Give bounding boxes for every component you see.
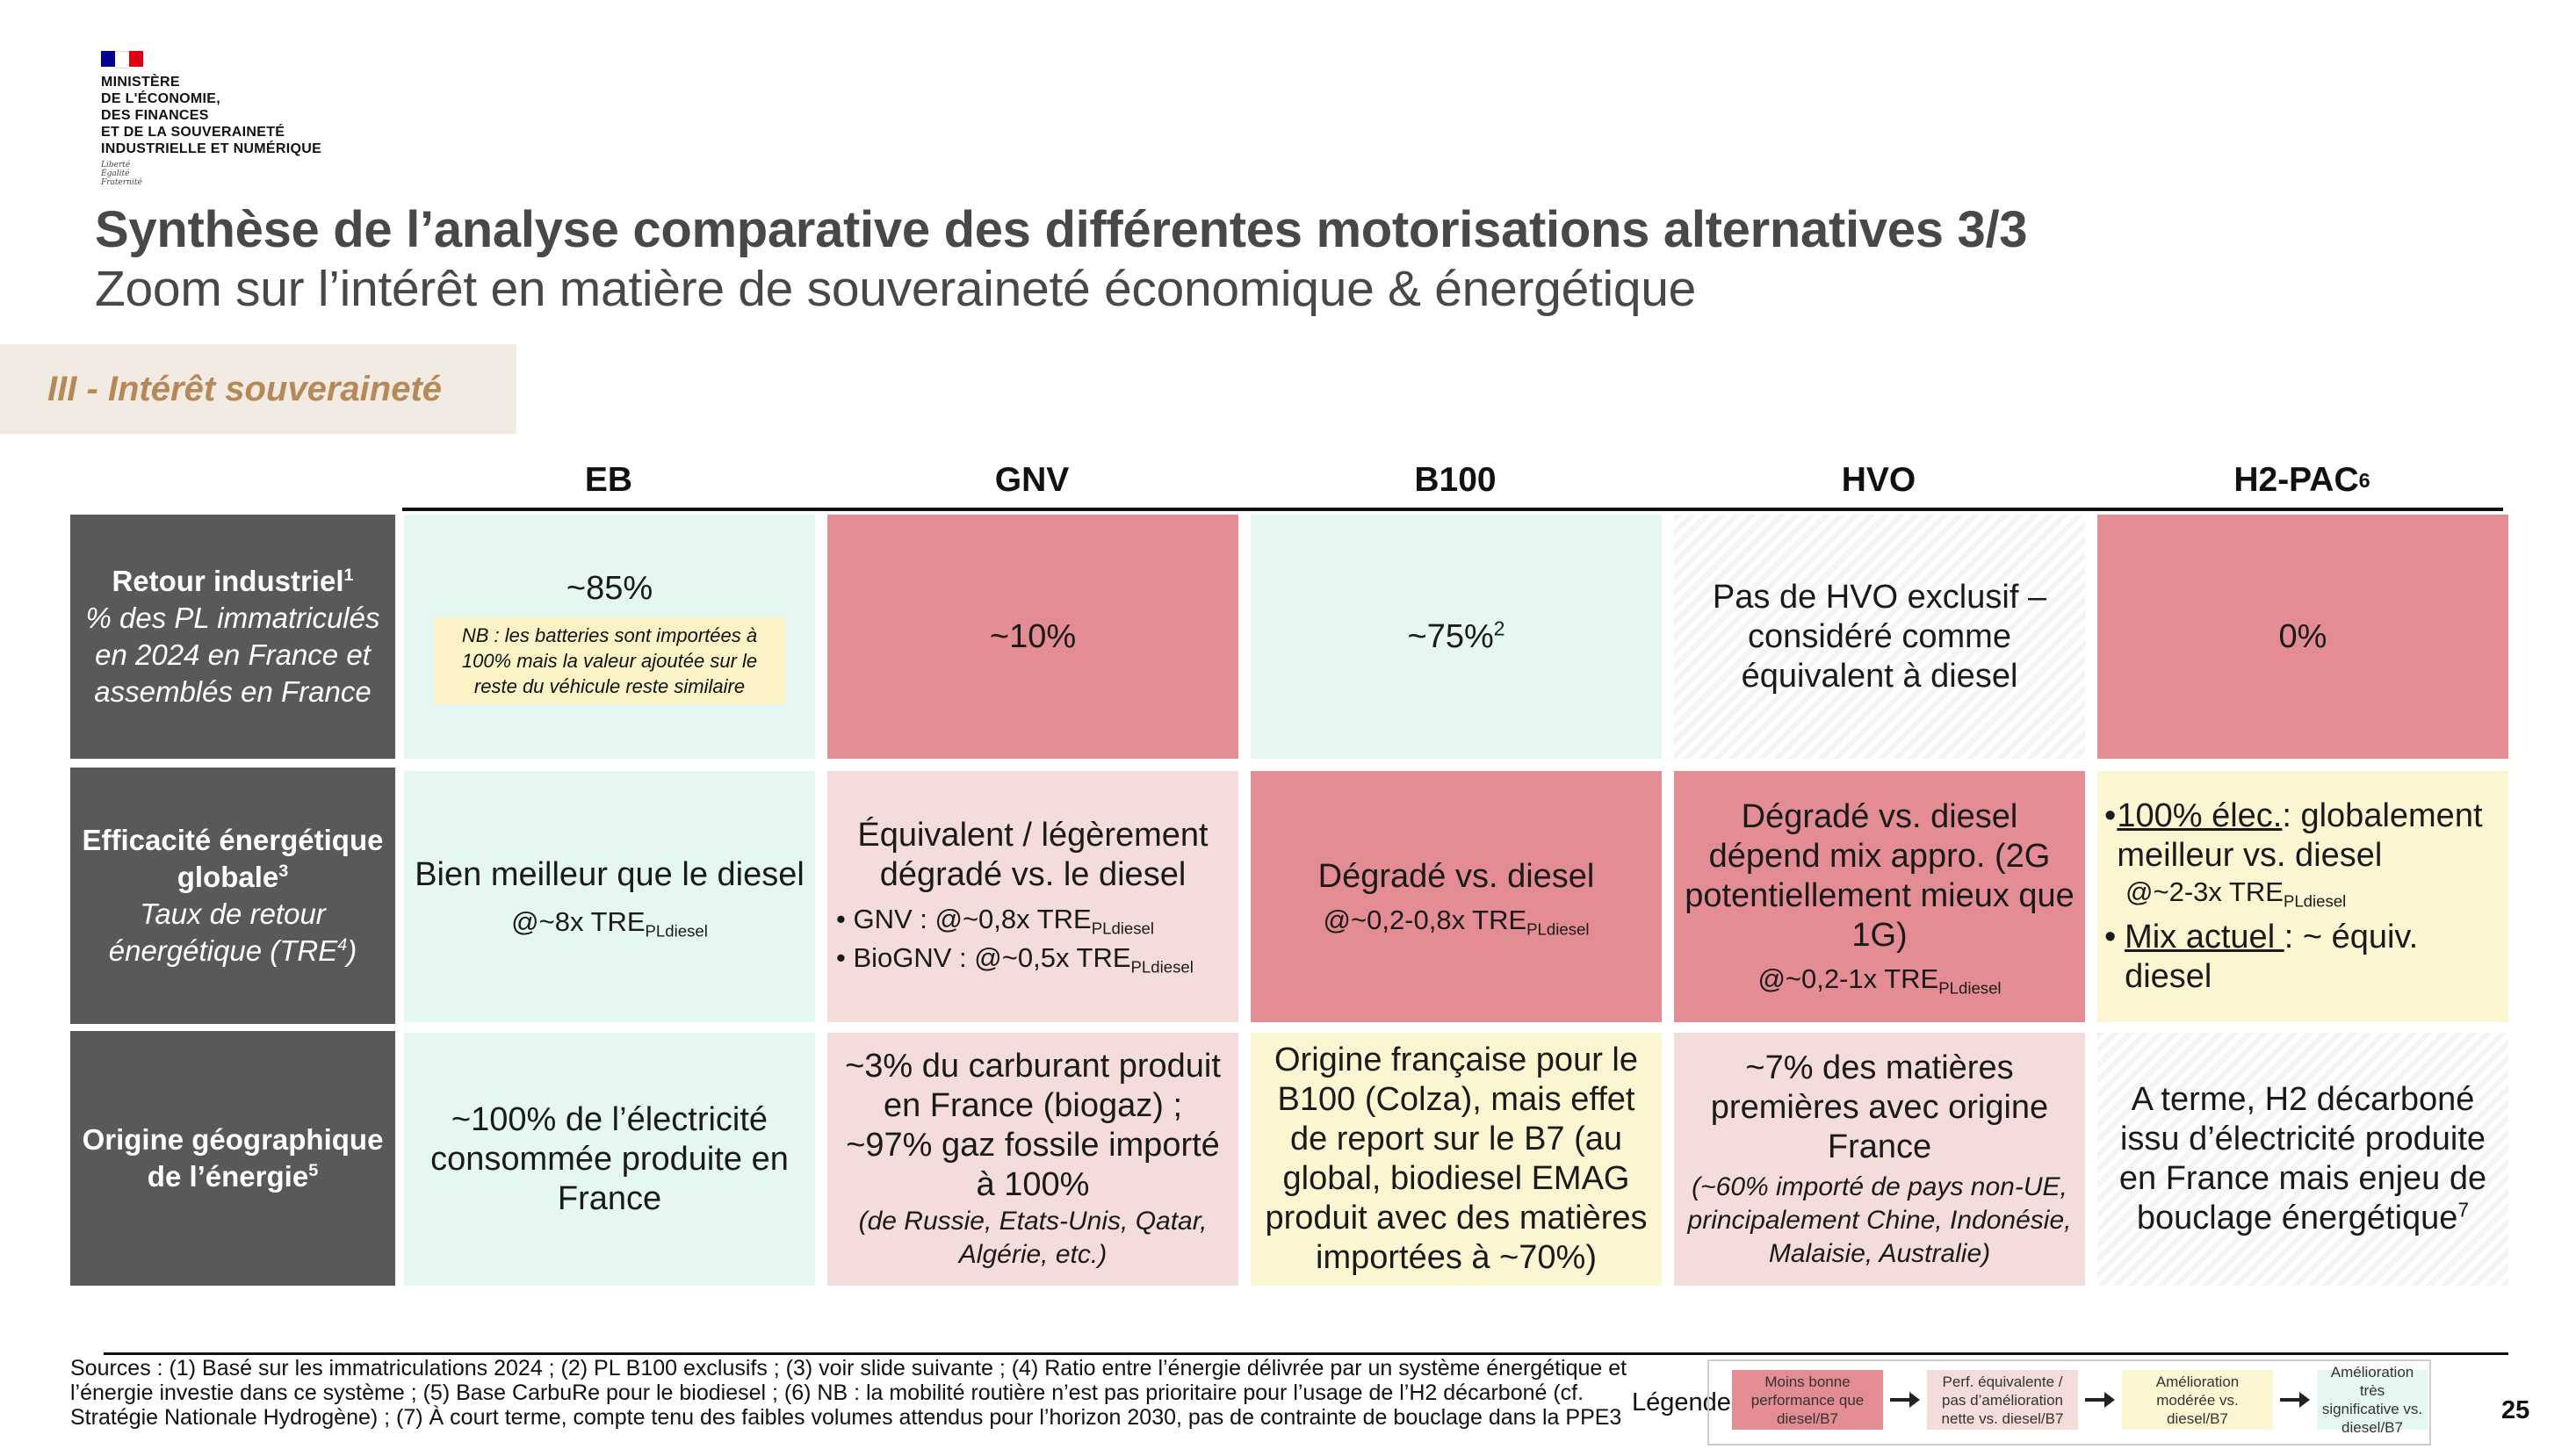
cell-retour-b100: ~75%$^2$: [1251, 515, 1662, 759]
cell-retour-h2-pac: 0%: [2097, 515, 2508, 759]
row-header-origine-geographique: Origine géographique de l’énergie$^5$: [70, 1031, 395, 1286]
cell-retour-eb: ~85% NB : les batteries sont importées à 100% mais la valeur ajoutée sur le reste du véhicule reste similaire: [404, 515, 815, 759]
logo-line: MINISTÈRE: [101, 75, 180, 90]
section-tag-label: III - Intérêt souveraineté: [47, 369, 443, 408]
logo-line: DE L'ÉCONOMIE,: [101, 91, 221, 106]
logo-line: DES FINANCES: [101, 108, 209, 123]
page-subtitle: Zoom sur l’intérêt en matière de souveraineté économique & énergétique: [95, 261, 1697, 317]
legend-item-moderate: Amélioration modérée vs. diesel/B7: [2122, 1370, 2273, 1430]
row-header-retour-industriel: Retour industriel$^1$ % des PL immatriculés en 2024 en France et assemblés en France: [70, 515, 395, 759]
header-divider: [402, 508, 2503, 511]
column-header-gnv: GNV: [994, 461, 1070, 499]
legend-item-worse: Moins bonne performance que diesel/B7: [1732, 1370, 1883, 1430]
row-header-efficacite-energetique: Efficacité énergétique globale$^3$ Taux de retour énergétique (TRE$^4$): [70, 768, 395, 1024]
french-flag-icon: [101, 51, 143, 67]
cell-efficacite-b100: Dégradé vs. diesel @~0,2-0,8x $TRE_{PLdiesel}$: [1251, 771, 1662, 1022]
logo-line: ET DE LA SOUVERAINETÉ: [101, 125, 285, 140]
arrow-right-icon: [1888, 1388, 1922, 1412]
note-box: NB : les batteries sont importées à 100% mais la valeur ajoutée sur le reste du véhicule reste similaire: [434, 617, 785, 704]
logo-motto: Liberté: [101, 161, 131, 169]
footer-divider: [104, 1352, 2508, 1355]
cell-efficacite-eb: Bien meilleur que le diesel @~8x $TRE_{PLdiesel}$: [404, 771, 815, 1022]
legend-item-significant: Amélioration très significative vs. diesel/B7: [2317, 1370, 2428, 1430]
section-tag: [0, 344, 516, 434]
cell-efficacite-hvo: Dégradé vs. diesel dépend mix appro. (2G potentiellement mieux que 1G) @~0,2-1x $TRE_{PLdiesel}$: [1674, 771, 2085, 1022]
cell-origine-h2-pac: A terme, H2 décarboné issu d’électricité produite en France mais enjeu de bouclage énergétique$^7$: [2097, 1033, 2508, 1286]
page-number: 25: [2501, 1396, 2530, 1424]
legend-item-equivalent: Perf. équivalente / pas d’amélioration nette vs. diesel/B7: [1927, 1370, 2078, 1430]
arrow-right-icon: [2278, 1388, 2312, 1412]
column-header-hvo: HVO: [1841, 461, 1916, 499]
cell-origine-eb: ~100% de l’électricité consommée produite en France: [404, 1033, 815, 1286]
cell-origine-gnv: ~3% du carburant produit en France (biogaz) ; ~97% gaz fossile importé à 100% (de Russie, Etats-Unis, Qatar, Algérie, etc.): [827, 1033, 1238, 1286]
arrow-right-icon: [2083, 1388, 2117, 1412]
column-header-h2-pac: H2-PAC 6: [2233, 461, 2370, 499]
logo-motto: Fraternité: [101, 178, 142, 187]
cell-retour-gnv: ~10%: [827, 515, 1238, 759]
cell-efficacite-gnv: Équivalent / légèrement dégradé vs. le diesel • GNV : @~0,8x $TRE_{PLdiesel}$ • BioGNV : @~0,5x $TRE_{PLdiesel}$: [827, 771, 1238, 1022]
cell-origine-hvo: ~7% des matières premières avec origine France (~60% importé de pays non-UE, principalement Chine, Indonésie, Malaisie, Australie): [1674, 1033, 2085, 1286]
cell-efficacite-h2-pac: • 100% élec.: globalement meilleur vs. diesel @~2-3x $TRE_{PLdiesel}$ • Mix actuel : ~ équiv. diesel: [2097, 771, 2508, 1022]
cell-origine-b100: Origine française pour le B100 (Colza), mais effet de report sur le B7 (au global, biodiesel EMAG produit avec des matières importées à ~70%): [1251, 1033, 1662, 1286]
logo-motto: Égalité: [101, 169, 130, 178]
legend-title: Légende: [1632, 1388, 1731, 1417]
sources-footnote: Sources : (1) Basé sur les immatriculations 2024 ; (2) PL B100 exclusifs ; (3) voir slide suivante ; (4) Ratio entre l’énergie délivrée par un système énergétique et l’énergie investie dans ce système ; (5) Base CarbuRe pour le biodiesel ; (6) NB : la mobilité routière n’est pas prioritaire pour l’usage de l’H2 décarboné (cf. Stratégie Nationale Hydrogène) ; (7) À court terme, compte tenu des faibles volumes attendus pour l’horizon 2030, pas de contrainte de bouclage dans la PPE3: [70, 1356, 1627, 1430]
logo-line: INDUSTRIELLE ET NUMÉRIQUE: [101, 141, 322, 156]
column-header-eb: EB: [584, 461, 633, 499]
ministry-logo: [101, 51, 391, 187]
column-header-b100: B100: [1414, 461, 1497, 499]
page-title: Synthèse de l’analyse comparative des différentes motorisations alternatives 3/3: [95, 201, 2028, 258]
cell-retour-hvo: Pas de HVO exclusif – considéré comme équivalent à diesel: [1674, 515, 2085, 759]
